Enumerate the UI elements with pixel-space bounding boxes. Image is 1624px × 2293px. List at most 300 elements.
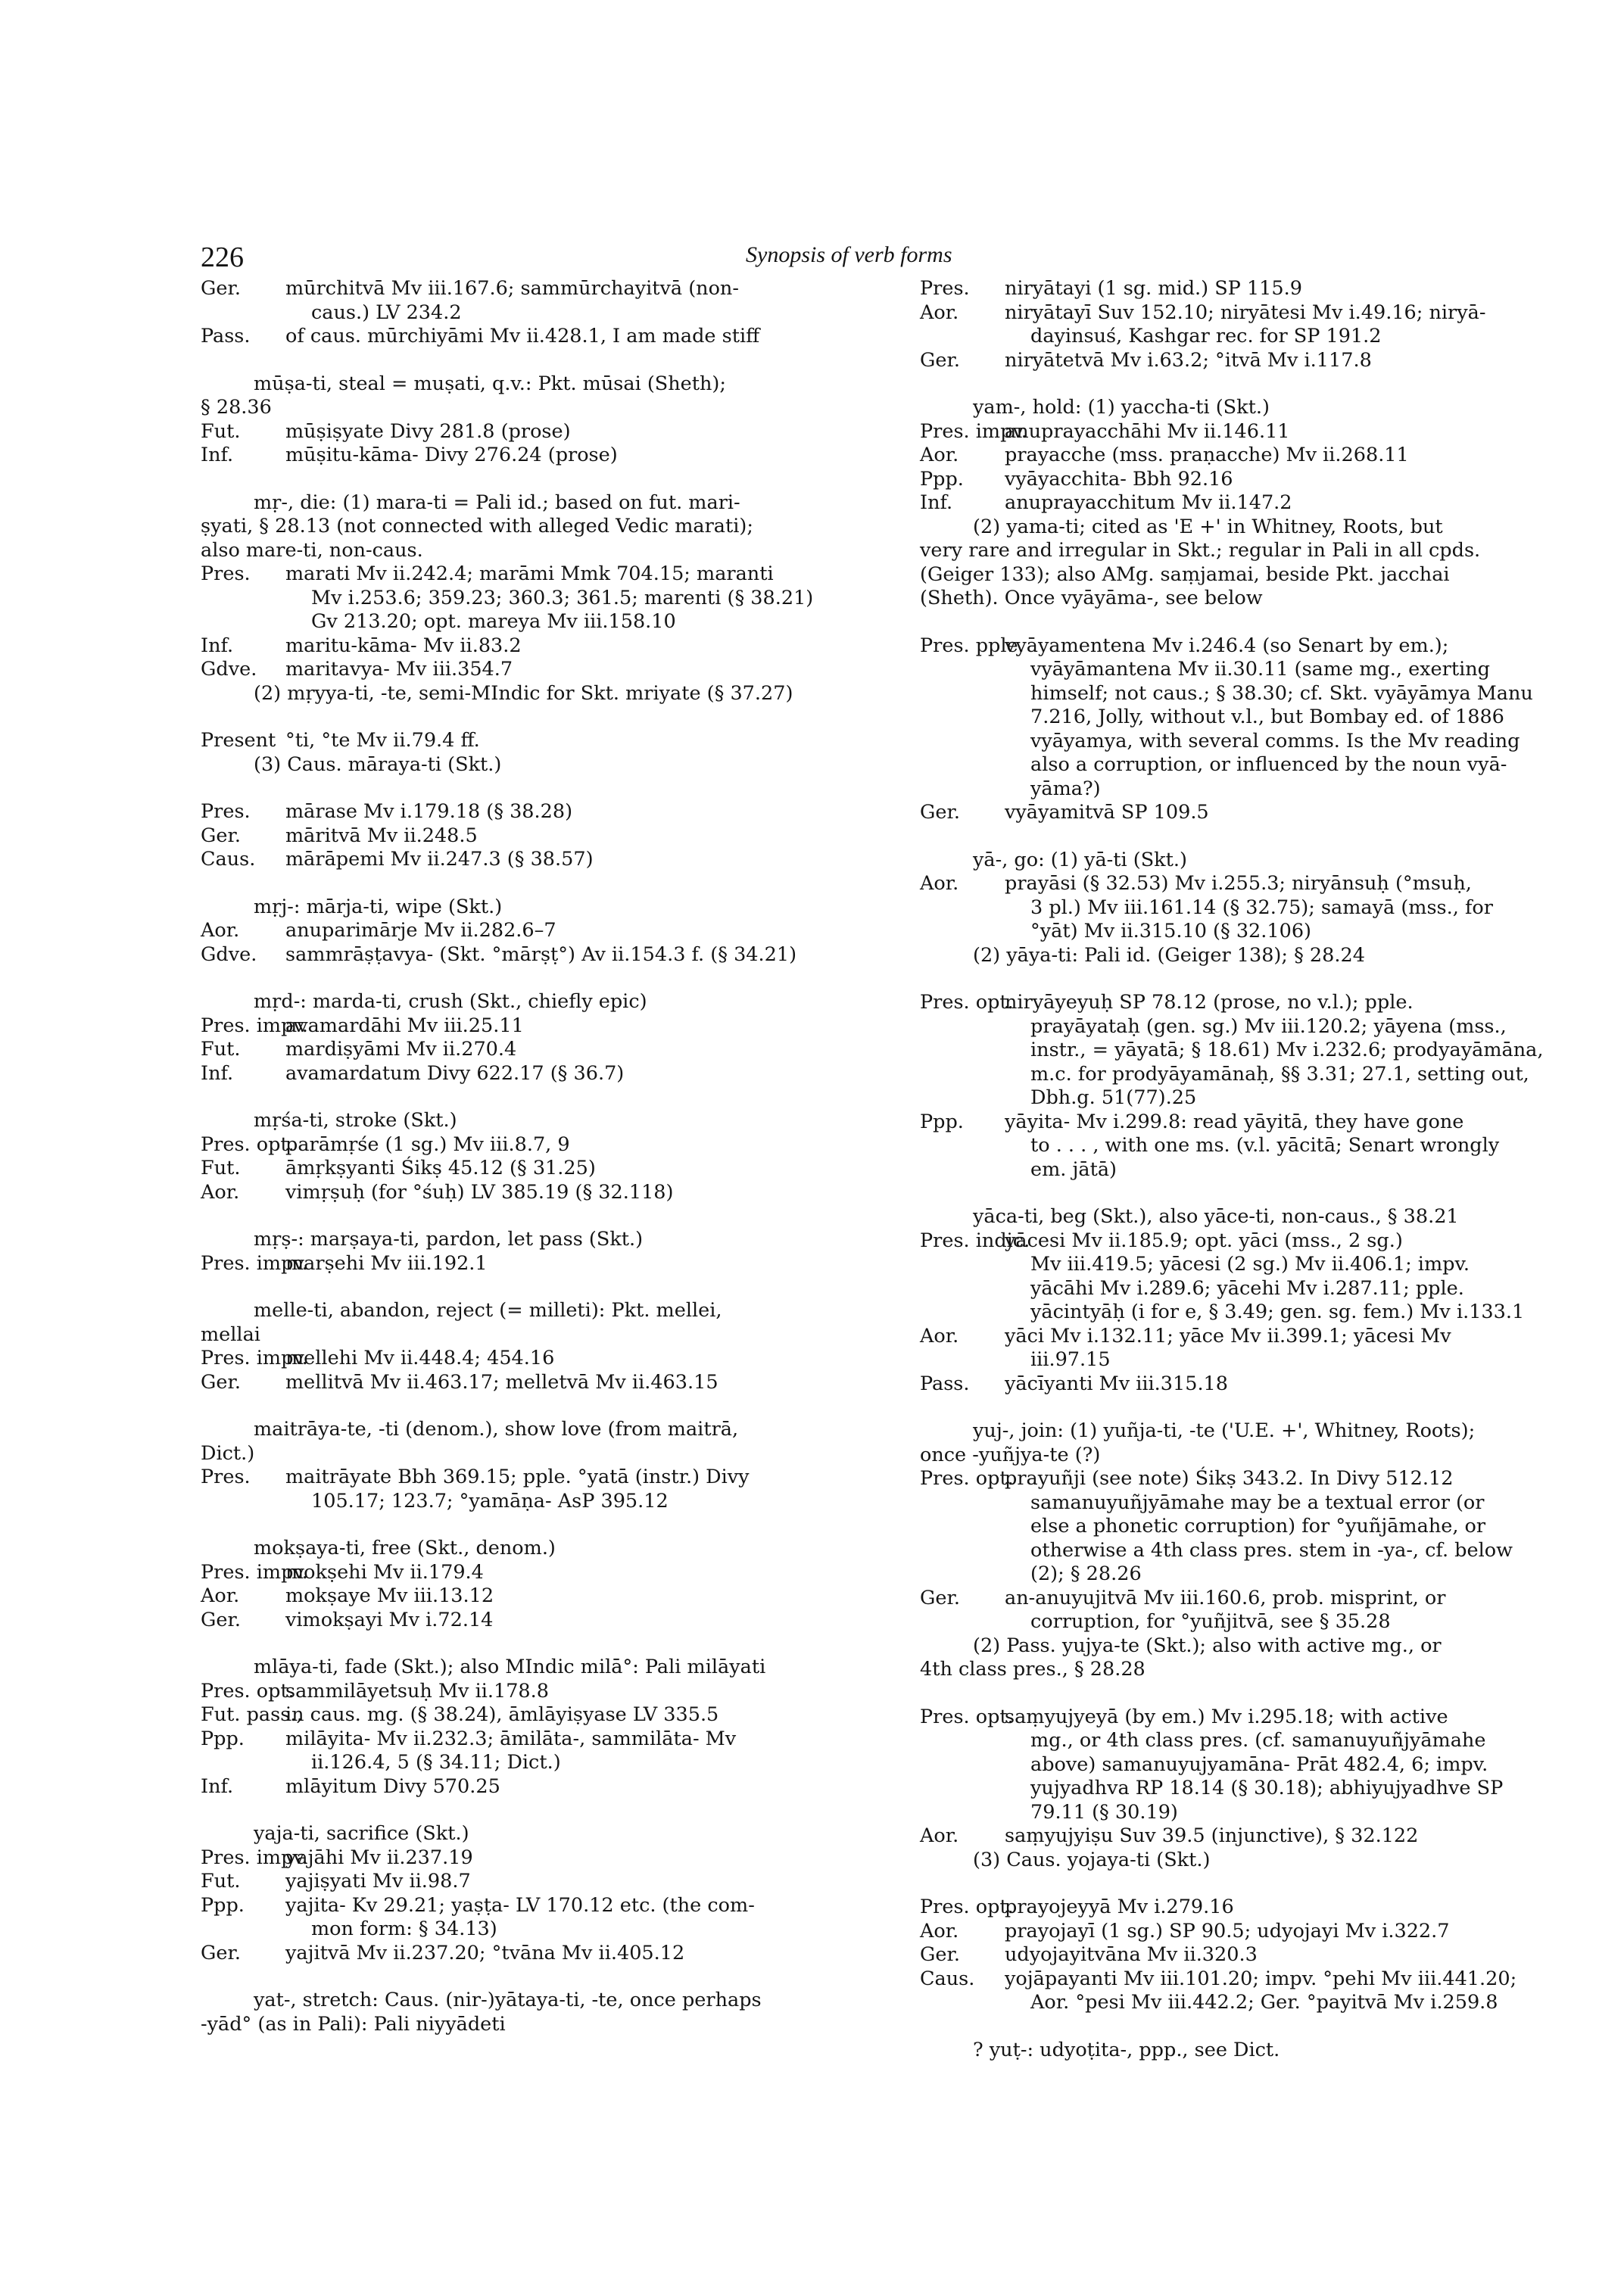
verb-block: [920, 1205, 1613, 1396]
form-label: Pres. opt.: [920, 1705, 1014, 1728]
form-entry: [920, 1587, 1613, 1634]
form-text-line: vyāyamitvā SP 109.5: [1005, 801, 1209, 824]
form-text-line: mārase Mv i.179.18 (§ 38.28): [285, 800, 573, 823]
headword-line: mokṣaya-ti, free (Skt., denom.): [254, 1537, 556, 1559]
verb-block: [201, 1228, 893, 1276]
form-label: Pres. opt.: [201, 1679, 295, 1703]
form-text: [1005, 1967, 1613, 2015]
form-text-line: mg., or 4th class pres. (cf. samanuyuñjyāmahe: [1030, 1729, 1486, 1752]
form-text: [1005, 1706, 1613, 1825]
form-text-line: dayinsuś, Kashgar rec. for SP 191.2: [1030, 325, 1382, 347]
verb-block: [201, 1299, 893, 1394]
form-text-line: ii.126.4, 5 (§ 34.11; Dict.): [311, 1751, 561, 1774]
headword-continuation: § 28.36: [201, 396, 272, 419]
form-text: [1005, 1372, 1613, 1397]
headword-line: mṛj-: mārja-ti, wipe (Skt.): [254, 895, 503, 918]
form-text-line: 105.17; 123.7; °yamāṇa- AsP 395.12: [311, 1489, 669, 1513]
subsection-line: (2) yāya-ti: Pali id. (Geiger 138); § 28.24: [973, 943, 1365, 967]
verb-block: [201, 1109, 893, 1204]
subsection-line: (Sheth). Once vyāyāma-, see below: [920, 587, 1263, 609]
form-label: Inf.: [201, 1061, 234, 1085]
form-text: [1005, 277, 1613, 301]
form-text-line: yāyita- Mv i.299.8: read yāyitā, they have gone: [1005, 1110, 1464, 1133]
form-label: Pres. opt.: [201, 1132, 295, 1156]
form-text: [285, 1703, 893, 1728]
form-label: Ppp.: [920, 1110, 964, 1133]
form-label: Pass.: [920, 1372, 970, 1395]
form-text-line: otherwise a 4th class pres. stem in -ya-, cf. below: [1030, 1538, 1513, 1562]
form-text: [285, 848, 893, 872]
form-entry: [201, 658, 893, 682]
form-label: Ppp.: [920, 467, 964, 491]
form-entry: [920, 277, 1613, 301]
form-text: [1005, 468, 1613, 492]
headword-line: mṛṣ-: marṣaya-ti, pardon, let pass (Skt.): [254, 1228, 644, 1251]
form-entry: [201, 1347, 893, 1371]
running-head: Synopsis of verb forms: [746, 242, 952, 267]
form-text: [1005, 1325, 1613, 1372]
form-text-line: to . . . , with one ms. (v.l. yācitā; Senart wrongly: [1030, 1134, 1500, 1157]
form-entry: [201, 1014, 893, 1039]
form-text-line: prayacche (mss. praṇacche) Mv ii.268.11: [1005, 444, 1409, 466]
form-text: [285, 444, 893, 468]
left-column: [201, 277, 893, 2060]
form-label: Inf.: [201, 634, 234, 657]
form-text: [285, 1561, 893, 1585]
form-text-line: marati Mv ii.242.4; marāmi Mmk 704.15; maranti: [285, 562, 774, 585]
form-entry: [920, 991, 1613, 1111]
form-label: Pres. impv.: [920, 419, 1027, 443]
form-text-line: °yāt) Mv ii.315.10 (§ 32.106): [1030, 920, 1312, 942]
form-text: [285, 943, 893, 967]
form-label: Pres. opt.: [920, 1467, 1014, 1490]
verb-block: [201, 1418, 893, 1513]
headword-line: melle-ti, abandon, reject (= milleti): Pkt. mellei,: [254, 1299, 722, 1322]
form-label: Fut.: [201, 419, 241, 443]
form-text-line: vimṛṣuḥ (for °śuḥ) LV 385.19 (§ 32.118): [285, 1180, 674, 1204]
verb-block: [920, 991, 1613, 1182]
form-text: [285, 800, 893, 824]
verb-block: [201, 491, 893, 706]
headword-line: yaja-ti, sacrifice (Skt.): [254, 1822, 469, 1845]
form-text-line: avamardatum Divy 622.17 (§ 36.7): [285, 1061, 625, 1085]
form-text: [285, 562, 893, 634]
form-text: [285, 824, 893, 849]
form-text: [1005, 349, 1613, 373]
form-entry: [201, 1252, 893, 1276]
form-label: Pres. impv.: [201, 1347, 308, 1369]
form-label: Pres. opt.: [920, 1896, 1014, 1918]
form-entry: [201, 1894, 893, 1942]
form-text-line: mārāpemi Mv ii.247.3 (§ 38.57): [285, 848, 594, 871]
form-text-line: sammrāṣṭavya- (Skt. °mārṣṭ°) Av ii.154.3 f. (§ 34.21): [285, 942, 797, 966]
form-text: [1005, 801, 1613, 825]
form-entry: [920, 1467, 1613, 1587]
form-text: [285, 919, 893, 943]
form-entry: [920, 1325, 1613, 1372]
subsection-line: (2) Pass. yujya-te (Skt.); also with active mg., or: [973, 1634, 1442, 1657]
form-entry: [920, 1824, 1613, 1849]
form-text: [285, 1728, 893, 1775]
verb-block: [920, 1896, 1613, 2015]
form-label: Pres. indic.: [920, 1229, 1030, 1252]
form-text-line: in caus. mg. (§ 38.24), āmlāyiṣyase LV 335.5: [285, 1703, 719, 1726]
form-text-line: maitrāyate Bbh 369.15; pple. °yatā (instr.) Divy: [285, 1466, 750, 1488]
form-text-line: maritavya- Mv iii.354.7: [285, 658, 513, 681]
form-text-line: niryāyeyuḥ SP 78.12 (prose, no v.l.); pple.: [1005, 991, 1414, 1014]
form-entry: [920, 301, 1613, 349]
form-label: Present: [201, 729, 276, 752]
headword-line: maitrāya-te, -ti (denom.), show love (from maitrā,: [254, 1418, 739, 1441]
form-text-line: yācāhi Mv i.289.6; yācehi Mv i.287.11; pple.: [1030, 1276, 1464, 1300]
form-text-line: prayāyataḥ (gen. sg.) Mv iii.120.2; yāyena (mss.,: [1030, 1014, 1507, 1038]
form-label: Fut.: [201, 1870, 241, 1893]
form-entry: [920, 468, 1613, 492]
form-entry: [201, 1870, 893, 1894]
form-label: Fut.: [201, 1038, 241, 1061]
form-text: [285, 729, 893, 753]
form-label: Pres. impv.: [201, 1251, 308, 1275]
form-label: Ger.: [201, 1941, 241, 1964]
form-label: Gdve.: [201, 942, 257, 966]
form-text: [285, 1252, 893, 1276]
form-label: Aor.: [920, 1824, 959, 1847]
form-text: [285, 1584, 893, 1609]
form-text-line: maritu-kāma- Mv ii.83.2: [285, 634, 522, 657]
form-text-line: yajitvā Mv ii.237.20; °tvāna Mv ii.405.12: [285, 1941, 685, 1964]
form-label: Aor.: [201, 1180, 240, 1204]
headword-line: yā-, go: (1) yā-ti (Skt.): [973, 848, 1187, 871]
form-entry: [920, 1896, 1613, 1920]
form-text-line: anuparimārje Mv ii.282.6–7: [285, 919, 556, 942]
form-text: [285, 1133, 893, 1157]
subsection-line: (3) Caus. yojaya-ti (Skt.): [973, 1848, 1211, 1871]
headword-line: mṛśa-ti, stroke (Skt.): [254, 1109, 457, 1132]
form-label: Pres. impv.: [201, 1014, 308, 1037]
form-text-line: prayuñji (see note) Śikṣ 343.2. In Divy 512.12: [1005, 1467, 1454, 1490]
form-entry: [201, 444, 893, 468]
form-text-line: Mv i.253.6; 359.23; 360.3; 361.5; marenti (§ 38.21): [311, 586, 814, 609]
verb-block: [201, 277, 893, 349]
form-text: [285, 1609, 893, 1633]
form-text-line: vimokṣayi Mv i.72.14: [285, 1608, 494, 1631]
form-text: [1005, 444, 1613, 468]
form-entry: [201, 824, 893, 849]
subsection-line: very rare and irregular in Skt.; regular in Pali in all cpds.: [920, 539, 1481, 562]
form-text-line: caus.) LV 234.2: [311, 301, 462, 324]
form-label: Gdve.: [201, 658, 257, 681]
form-label: Ger.: [201, 1608, 241, 1631]
form-label: Pass.: [201, 325, 251, 347]
subsection-line: (Geiger 133); also AMg. saṃjamai, beside Pkt. jacchai: [920, 562, 1450, 586]
form-text: [285, 1062, 893, 1086]
form-text-line: vyāyamya, with several comms. Is the Mv reading: [1030, 729, 1520, 752]
form-entry: [920, 1706, 1613, 1825]
form-text-line: iii.97.15: [1030, 1348, 1111, 1371]
form-text-line: prayojeyyā Mv i.279.16: [1005, 1896, 1234, 1918]
form-entry: [201, 1775, 893, 1799]
form-text: [285, 1181, 893, 1205]
form-text-line: himself; not caus.; § 38.30; cf. Skt. vyāyāmya Manu: [1030, 681, 1533, 705]
form-label: Caus.: [920, 1967, 975, 1990]
form-text-line: 3 pl.) Mv iii.161.14 (§ 32.75); samayā (mss., for: [1030, 896, 1493, 919]
form-label: Fut. pass.,: [201, 1703, 303, 1726]
form-label: Pres. impv.: [201, 1560, 308, 1584]
form-text-line: saṃyujyeyā (by em.) Mv i.295.18; with active: [1005, 1705, 1448, 1728]
form-text: [285, 325, 893, 349]
form-entry: [201, 420, 893, 444]
form-text-line: niryātayi (1 sg. mid.) SP 115.9: [1005, 277, 1302, 300]
form-entry: [201, 1181, 893, 1205]
verb-block: [920, 849, 1613, 968]
form-text-line: 7.216, Jolly, without v.l., but Bombay ed. of 1886: [1030, 706, 1504, 728]
right-column: [920, 277, 1613, 2086]
form-text-line: corruption, for °yuñjitvā, see § 35.28: [1030, 1610, 1391, 1633]
form-label: Pres. pple.: [920, 634, 1024, 657]
form-entry: [201, 1062, 893, 1086]
form-text-line: mellehi Mv ii.448.4; 454.16: [285, 1347, 555, 1369]
form-text-line: above) samanuyujyamāna- Prāt 482.4, 6; impv.: [1030, 1752, 1488, 1776]
form-label: Fut.: [201, 1157, 241, 1179]
form-text: [285, 1347, 893, 1371]
form-text-line: also a corruption, or influenced by the noun vyā-: [1030, 753, 1507, 776]
form-text: [1005, 1943, 1613, 1967]
form-text-line: mokṣehi Mv ii.179.4: [285, 1560, 484, 1584]
form-text: [285, 1942, 893, 1966]
headword-line: yuj-, join: (1) yuñja-ti, -te ('U.E. +', Whitney, Roots);: [973, 1419, 1476, 1442]
form-entry: [920, 1967, 1613, 2015]
form-text-line: āmṛkṣyanti Śikṣ 45.12 (§ 31.25): [285, 1157, 596, 1179]
form-entry: [920, 1920, 1613, 1944]
form-label: Pres. impv.: [201, 1846, 308, 1869]
page-number: 226: [201, 241, 244, 273]
form-label: Aor.: [201, 1584, 240, 1607]
form-entry: [920, 349, 1613, 373]
form-text-line: māritvā Mv ii.248.5: [285, 824, 478, 847]
form-entry: [201, 1038, 893, 1062]
form-label: Ger.: [201, 277, 241, 300]
form-text: [1005, 301, 1613, 349]
form-text-line: yojāpayanti Mv iii.101.20; impv. °pehi Mv iii.441.20;: [1005, 1967, 1517, 1990]
subsection-line: (2) yama-ti; cited as 'E +' in Whitney, Roots, but: [973, 515, 1443, 538]
form-text: [1005, 1467, 1613, 1587]
form-entry: [201, 943, 893, 967]
form-label: Ppp.: [201, 1893, 245, 1917]
form-entry: [201, 848, 893, 872]
form-entry: [201, 1157, 893, 1181]
form-entry: [201, 634, 893, 659]
headword-continuation: -yād° (as in Pali): Pali niyyādeti: [201, 2012, 506, 2036]
form-text: [285, 1466, 893, 1513]
verb-block: [201, 1537, 893, 1632]
form-text: [1005, 1896, 1613, 1920]
form-text-line: avamardāhi Mv iii.25.11: [285, 1014, 524, 1037]
headword-continuation: Dict.): [201, 1441, 255, 1465]
form-entry: [201, 562, 893, 634]
form-label: Inf.: [201, 444, 234, 466]
headword-line: mṛd-: marda-ti, crush (Skt., chiefly epic): [254, 990, 647, 1013]
form-text-line: udyojayitvāna Mv ii.320.3: [1005, 1943, 1258, 1966]
form-text-line: yācesi Mv ii.185.9; opt. yāci (mss., 2 sg.): [1005, 1229, 1403, 1252]
form-text: [1005, 1229, 1613, 1325]
form-entry: [920, 420, 1613, 444]
form-text-line: samanuyuñjyāmahe may be a textual error (or: [1030, 1491, 1485, 1514]
form-text-line: yajita- Kv 29.21; yaṣṭa- LV 170.12 etc. (the com-: [285, 1893, 755, 1917]
form-label: Aor.: [920, 301, 959, 324]
form-text-line: yajiṣyati Mv ii.98.7: [285, 1870, 471, 1893]
headword-line: yāca-ti, beg (Skt.), also yāce-ti, non-caus., § 38.21: [973, 1205, 1459, 1228]
form-text-line: sammilāyetsuḥ Mv ii.178.8: [285, 1679, 549, 1703]
verb-block: [920, 396, 1613, 611]
form-label: Aor.: [201, 919, 240, 942]
form-text: [285, 1846, 893, 1871]
form-label: Pres.: [201, 800, 251, 823]
verb-block: [920, 277, 1613, 372]
form-text-line: yāma?): [1030, 777, 1101, 800]
form-text-line: yujyadhva RP 18.14 (§ 30.18); abhiyujyadhve SP: [1030, 1777, 1504, 1799]
form-label: Aor.: [920, 444, 959, 466]
form-entry: [920, 1372, 1613, 1397]
verb-block: [201, 729, 893, 777]
form-text-line: vyāyamentena Mv i.246.4 (so Senart by em.);: [1005, 634, 1449, 657]
verb-block: [920, 1419, 1613, 1682]
form-entry: [201, 1466, 893, 1513]
headword-line: yat-, stretch: Caus. (nir-)yātaya-ti, -te, once perhaps: [254, 1989, 762, 2011]
form-text-line: else a phonetic corruption) for °yuñjāmahe, or: [1030, 1515, 1486, 1537]
form-text: [285, 1038, 893, 1062]
form-entry: [201, 1371, 893, 1395]
verb-block: [201, 1656, 893, 1799]
verb-block: [201, 372, 893, 468]
form-label: Caus.: [201, 848, 256, 871]
form-text: [285, 1157, 893, 1181]
form-text-line: mlāyitum Divy 570.25: [285, 1774, 500, 1798]
verb-block: [920, 2039, 1613, 2063]
form-text: [1005, 491, 1613, 516]
form-label: Pres.: [920, 277, 970, 300]
form-entry: [201, 1609, 893, 1633]
form-text: [1005, 1587, 1613, 1634]
headword-continuation: also mare-ti, non-caus.: [201, 538, 423, 562]
form-entry: [920, 634, 1613, 802]
form-text: [285, 1894, 893, 1942]
verb-block: [201, 990, 893, 1086]
headword-continuation: ṣyati, § 28.13 (not connected with alleged Vedic marati);: [201, 515, 753, 537]
form-entry: [920, 872, 1613, 944]
form-text: [1005, 420, 1613, 444]
form-text: [1005, 872, 1613, 944]
form-entry: [201, 277, 893, 325]
form-entry: [201, 1728, 893, 1775]
headword-line: mlāya-ti, fade (Skt.); also MIndic milā°: Pali milāyati: [254, 1656, 766, 1678]
form-text-line: vyāyacchita- Bbh 92.16: [1005, 467, 1233, 491]
form-text-line: prayāsi (§ 32.53) Mv i.255.3; niryānsuḥ (°msuḥ,: [1005, 872, 1472, 895]
form-text-line: mon form: § 34.13): [311, 1918, 497, 1940]
form-entry: [920, 1229, 1613, 1325]
form-text-line: mellitvā Mv ii.463.17; melletvā Mv ii.463.15: [285, 1370, 718, 1394]
form-label: Aor.: [920, 1919, 959, 1943]
form-text-line: mūrchitvā Mv iii.167.6; sammūrchayitvā (non-: [285, 277, 739, 300]
headword-continuation: mellai: [201, 1323, 260, 1346]
form-text-line: 79.11 (§ 30.19): [1030, 1800, 1178, 1824]
form-text: [1005, 1824, 1613, 1849]
form-entry: [201, 1584, 893, 1609]
form-text-line: vyāyāmantena Mv ii.30.11 (same mg., exerting: [1030, 658, 1490, 681]
verb-block: [201, 896, 893, 967]
form-label: Pres.: [201, 1466, 251, 1488]
verb-block: [201, 800, 893, 872]
form-text-line: anuprayacchitum Mv ii.147.2: [1005, 491, 1292, 514]
form-text-line: anuprayacchāhi Mv ii.146.11: [1005, 419, 1290, 443]
form-entry: [201, 1680, 893, 1704]
verb-block: [201, 1822, 893, 1965]
form-label: Ger.: [201, 1370, 241, 1394]
subsection-line: (2) mṛyya-ti, -te, semi-MIndic for Skt. mriyate (§ 37.27): [254, 681, 793, 705]
form-text-line: marṣehi Mv iii.192.1: [285, 1251, 488, 1275]
headword-line: yam-, hold: (1) yaccha-ti (Skt.): [973, 396, 1270, 419]
form-text-line: Dbh.g. 51(77).25: [1030, 1086, 1197, 1109]
form-label: Aor.: [920, 1324, 959, 1347]
form-text-line: °ti, °te Mv ii.79.4 ff.: [285, 729, 480, 752]
form-label: Ger.: [920, 1943, 960, 1966]
form-text: [285, 1775, 893, 1799]
form-text-line: (2); § 28.26: [1030, 1562, 1142, 1585]
form-entry: [201, 729, 893, 753]
form-entry: [201, 1703, 893, 1728]
verb-block: [920, 634, 1613, 825]
form-text: [285, 1870, 893, 1894]
form-text-line: m.c. for prodyāyamānaḥ, §§ 3.31; 27.1, setting out,: [1030, 1062, 1529, 1086]
form-text-line: parāmṛśe (1 sg.) Mv iii.8.7, 9: [285, 1132, 570, 1156]
form-text-line: instr., = yāyatā; § 18.61) Mv i.232.6; prodyayāmāna,: [1030, 1039, 1544, 1061]
form-text-line: Aor. °pesi Mv iii.442.2; Ger. °payitvā Mv i.259.8: [1030, 1991, 1498, 2014]
form-text: [285, 1014, 893, 1039]
form-text-line: yajāhi Mv ii.237.19: [285, 1846, 473, 1869]
headword-line: ? yuṭ-: udyoṭita-, ppp., see Dict.: [973, 2038, 1280, 2061]
form-text-line: yāci Mv i.132.11; yāce Mv ii.399.1; yācesi Mv: [1005, 1324, 1451, 1347]
form-label: Pres. opt.: [920, 991, 1014, 1014]
form-label: Ppp.: [201, 1727, 245, 1750]
form-entry: [201, 800, 893, 824]
form-text-line: yācintyāḥ (i for e, § 3.49; gen. sg. fem.) Mv i.133.1: [1030, 1301, 1525, 1323]
form-text: [285, 420, 893, 444]
form-entry: [920, 1111, 1613, 1182]
form-text-line: mardiṣyāmi Mv ii.270.4: [285, 1038, 517, 1061]
form-label: Ger.: [920, 801, 960, 824]
form-entry: [201, 1133, 893, 1157]
form-entry: [201, 919, 893, 943]
form-entry: [201, 1942, 893, 1966]
subsection-line: 4th class pres., § 28.28: [920, 1658, 1146, 1681]
form-text: [285, 1680, 893, 1704]
form-text-line: mūṣiṣyate Divy 281.8 (prose): [285, 419, 571, 443]
headword-line: mūṣa-ti, steal = muṣati, q.v.: Pkt. mūsai (Sheth);: [254, 372, 726, 395]
verb-block: [201, 1989, 893, 2036]
form-text-line: an-anuyujitvā Mv iii.160.6, prob. misprint, or: [1005, 1586, 1446, 1609]
form-entry: [920, 1943, 1613, 1967]
form-entry: [920, 491, 1613, 516]
form-label: Ger.: [920, 1586, 960, 1609]
headword-continuation: once -yuñjya-te (?): [920, 1443, 1101, 1466]
form-text: [1005, 634, 1613, 802]
form-text-line: mūṣitu-kāma- Divy 276.24 (prose): [285, 444, 618, 466]
form-entry: [920, 444, 1613, 468]
form-text-line: prayojayī (1 sg.) SP 90.5; udyojayi Mv i.322.7: [1005, 1919, 1450, 1943]
subsection-line: (3) Caus. māraya-ti (Skt.): [254, 752, 502, 776]
verb-block: [920, 1706, 1613, 1873]
form-text: [285, 1371, 893, 1395]
form-text-line: milāyita- Mv ii.232.3; āmilāta-, sammilāta- Mv: [285, 1727, 737, 1750]
